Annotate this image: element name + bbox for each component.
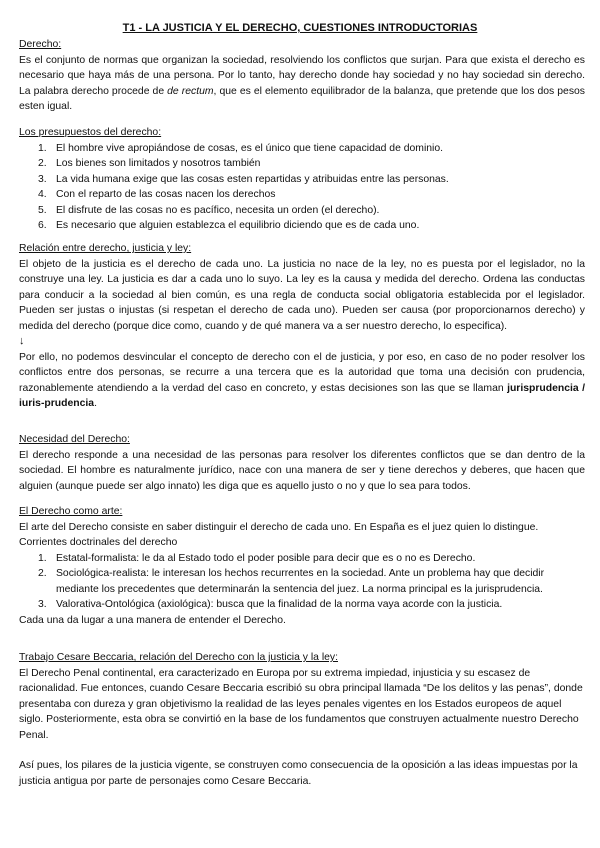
paragraph: El objeto de la justicia es el derecho de cada uno. La justicia no nace de la ley, no es puesta por el legislador, no la construye una ley. La justicia es dar a cada uno lo suyo. La ley es la causa y medida del derecho. Ordena las conductas para conducir a la sociedad al bien común, es una regla de conducta social obligatoria establecida por el legislador. Pueden ser justas o injustas (si respetan el derecho de cada uno). Pueden ser causa (por proporcionarnos derecho) y medida del derecho (porque dice como, cuando y de qué manera va a ser nuestro derecho, lo especifica).	[19, 258, 585, 332]
section-heading: Trabajo Cesare Beccaria, relación del Derecho con la justicia y la ley:	[19, 652, 338, 663]
section-derecho	[19, 37, 585, 115]
list-item: 4. Con el reparto de las cosas nacen los derechos	[38, 189, 276, 200]
numbered-list	[19, 551, 585, 613]
section-heading: El Derecho como arte:	[19, 506, 123, 517]
text-run: Es el conjunto de normas que organizan la sociedad, resolviendo los conflictos que surjan. Para que exista el derecho es necesario que haya más de una persona. Por lo tanto, hay derecho donde hay sociedad y no hay sociedad sin derecho. La palabra derecho procede de	[19, 54, 585, 97]
list-item-text: El disfrute de las cosas no es pacífico, necesita un orden (el derecho).	[56, 204, 380, 216]
list-item-text: Sociológica-realista: le interesan los hechos recurrentes en la sociedad. Ante un problema hay que decidir mediante los precedentes que determinarán la sentencia del juez. La norma principal es la jurisprudencia.	[56, 568, 545, 595]
list-item: 2. Los bienes son limitados y nosotros también	[38, 158, 261, 169]
paragraph: El arte del Derecho consiste en saber distinguir el derecho de cada uno. En España es el juez quien lo distingue.	[19, 521, 539, 533]
list-item-text: Valorativa-Ontológica (axiológica): busca que la finalidad de la norma vaya acorde con la justicia.	[56, 599, 503, 610]
section-heading: Los presupuestos del derecho:	[19, 127, 162, 138]
list-item-text: El hombre vive apropiándose de cosas, es el único que tiene capacidad de dominio.	[56, 142, 444, 154]
text-run: .	[94, 398, 97, 409]
bold-term: jurisprudencia / iuris-prudencia	[19, 382, 585, 409]
spacer	[19, 743, 585, 758]
paragraph: El Derecho Penal continental, era caracterizado en Europa por su extrema impiedad, injusticia y su escasez de racionalidad. Fue entonces, cuando Cesare Beccaria escribió su obra principal llamada “De los delitos y las penas”, donde presentaba con dureza y gran objetivismo la realidad de las leyes penales vigentes en los Estados europeos de aquel siglo. Posteriormente, esta obra se convirtió en la base de los fundamentos que construyen actualmente nuestro Derecho Penal.	[19, 667, 583, 741]
list-item-text: Es necesario que alguien establezca el equilibrio diciendo que es de cada uno.	[56, 220, 420, 231]
section-heading: Derecho:	[19, 39, 62, 50]
list-item: 3. Valorativa-Ontológica (axiológica): busca que la finalidad de la norma vaya acorde con la justicia.	[38, 599, 503, 610]
list-item-text: Con el reparto de las cosas nacen los derechos	[56, 189, 276, 200]
emphasis-text: de rectum	[167, 85, 214, 97]
text-run: , que es el elemento equilibrador de la balanza, que pretende que los dos pesos esten igual.	[19, 85, 585, 112]
paragraph	[19, 350, 585, 412]
paragraph: Así pues, los pilares de la justicia vigente, se construyen como consecuencia de la oposición a las ideas impuestas por la justicia antigua por parte de personajes como Cesare Beccaria.	[19, 760, 578, 787]
section-arte	[19, 504, 585, 628]
text-run: Por ello, no podemos desvincular el concepto de derecho con el de justicia, y por eso, en caso de no poder resolver los conflictos entre dos personas, se recurre a una tercera que es la autoridad que toma una decisión con prudencia, razonablemente atendiendo a la verdad del caso en concreto, y estas decisiones son las que se llaman	[19, 351, 585, 394]
section-heading: Necesidad del Derecho:	[19, 434, 130, 445]
document-title: T1 - LA JUSTICIA Y EL DERECHO, CUESTIONES INTRODUCTORIAS	[122, 22, 478, 34]
paragraph	[19, 53, 585, 115]
paragraph: Corrientes doctrinales del derecho	[19, 537, 178, 548]
list-item: 5. El disfrute de las cosas no es pacífico, necesita un orden (el derecho).	[38, 204, 380, 216]
numbered-list	[19, 141, 585, 234]
list-item-text: Los bienes son limitados y nosotros también	[56, 158, 261, 169]
list-item: 6. Es necesario que alguien establezca el equilibrio diciendo que es de cada uno.	[38, 220, 420, 231]
list-item: 1. Estatal-formalista: le da al Estado todo el poder posible para decir que es o no es Derecho.	[38, 552, 476, 564]
section-relacion	[19, 241, 585, 412]
section-presupuestos	[19, 125, 585, 234]
list-item: 2. Sociológica-realista: le interesan los hechos recurrentes en la sociedad. Ante un problema hay que decidir mediante los precedentes que determinarán la sentencia del juez. La norma principal es la jurisprudencia.	[38, 568, 545, 595]
section-beccaria	[19, 650, 585, 789]
list-item: 1. El hombre vive apropiándose de cosas, es el único que tiene capacidad de dominio.	[38, 142, 444, 154]
list-item-text: Estatal-formalista: le da al Estado todo el poder posible para decir que es o no es Derecho.	[56, 552, 476, 564]
section-necesidad	[19, 432, 585, 494]
list-item: 3. La vida humana exige que las cosas esten repartidas y atribuidas entre las personas.	[38, 173, 449, 185]
list-item-text: La vida humana exige que las cosas esten repartidas y atribuidas entre las personas.	[56, 173, 449, 185]
down-arrow-icon: ↓	[19, 335, 25, 347]
section-heading: Relación entre derecho, justicia y ley:	[19, 243, 192, 254]
paragraph: Cada una da lugar a una manera de entender el Derecho.	[19, 614, 286, 626]
paragraph: El derecho responde a una necesidad de las personas para resolver los diferentes conflictos que se dan dentro de la sociedad. El hombre es naturalmente jurídico, nace con una manera de ser y tiene derechos y deberes, que hacen que alguien (aunque puede ser algo innato) les diga que es aquello justo o no y que lo sea para todos.	[19, 449, 585, 492]
